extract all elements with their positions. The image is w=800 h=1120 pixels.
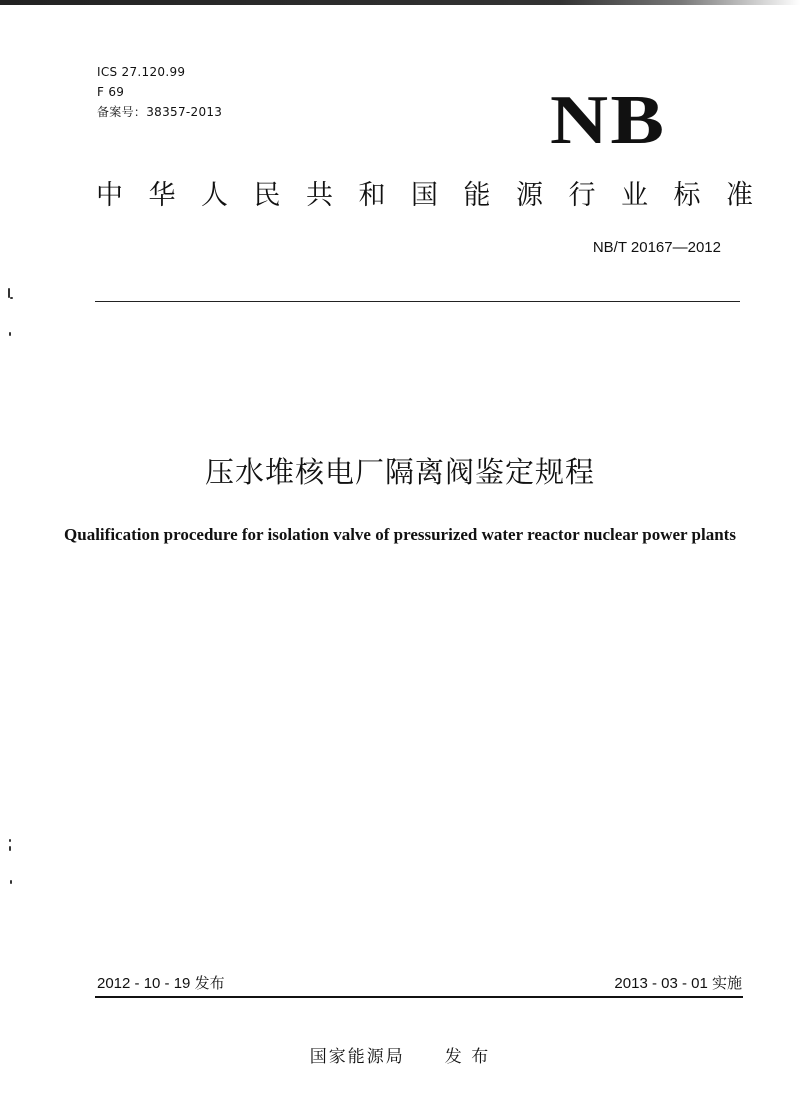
publisher-line (0, 1045, 800, 1069)
ccs-code: F 69 (97, 85, 125, 99)
ics-code: ICS 27.120.99 (97, 65, 186, 79)
filing-number: 备案号：38357-2013 (97, 105, 223, 119)
publisher-name: 国家能源局 (309, 1047, 405, 1067)
scan-speck (10, 880, 12, 884)
scan-speck (9, 839, 11, 842)
scan-speck (9, 332, 11, 336)
nb-logo: NB (550, 82, 667, 159)
english-title: Qualification procedure for isolation valve of pressurized water reactor nuclear power plants (64, 525, 736, 544)
effective-date: 2013 - 03 - 01 实施 (614, 975, 742, 992)
standard-number: NB/T 20167—2012 (592, 239, 721, 256)
scan-edge-mark (0, 0, 800, 5)
issue-date: 2012 - 10 - 19 发布 (97, 975, 225, 992)
org-title: 中华人民共和国能源行业标准 (96, 180, 779, 211)
chinese-title: 压水堆核电厂隔离阀鉴定规程 (204, 455, 595, 489)
footer-divider (95, 996, 743, 998)
publisher-action: 发 布 (444, 1047, 491, 1067)
scan-speck (9, 846, 11, 851)
scan-speck (10, 297, 13, 299)
header-divider (95, 301, 740, 302)
